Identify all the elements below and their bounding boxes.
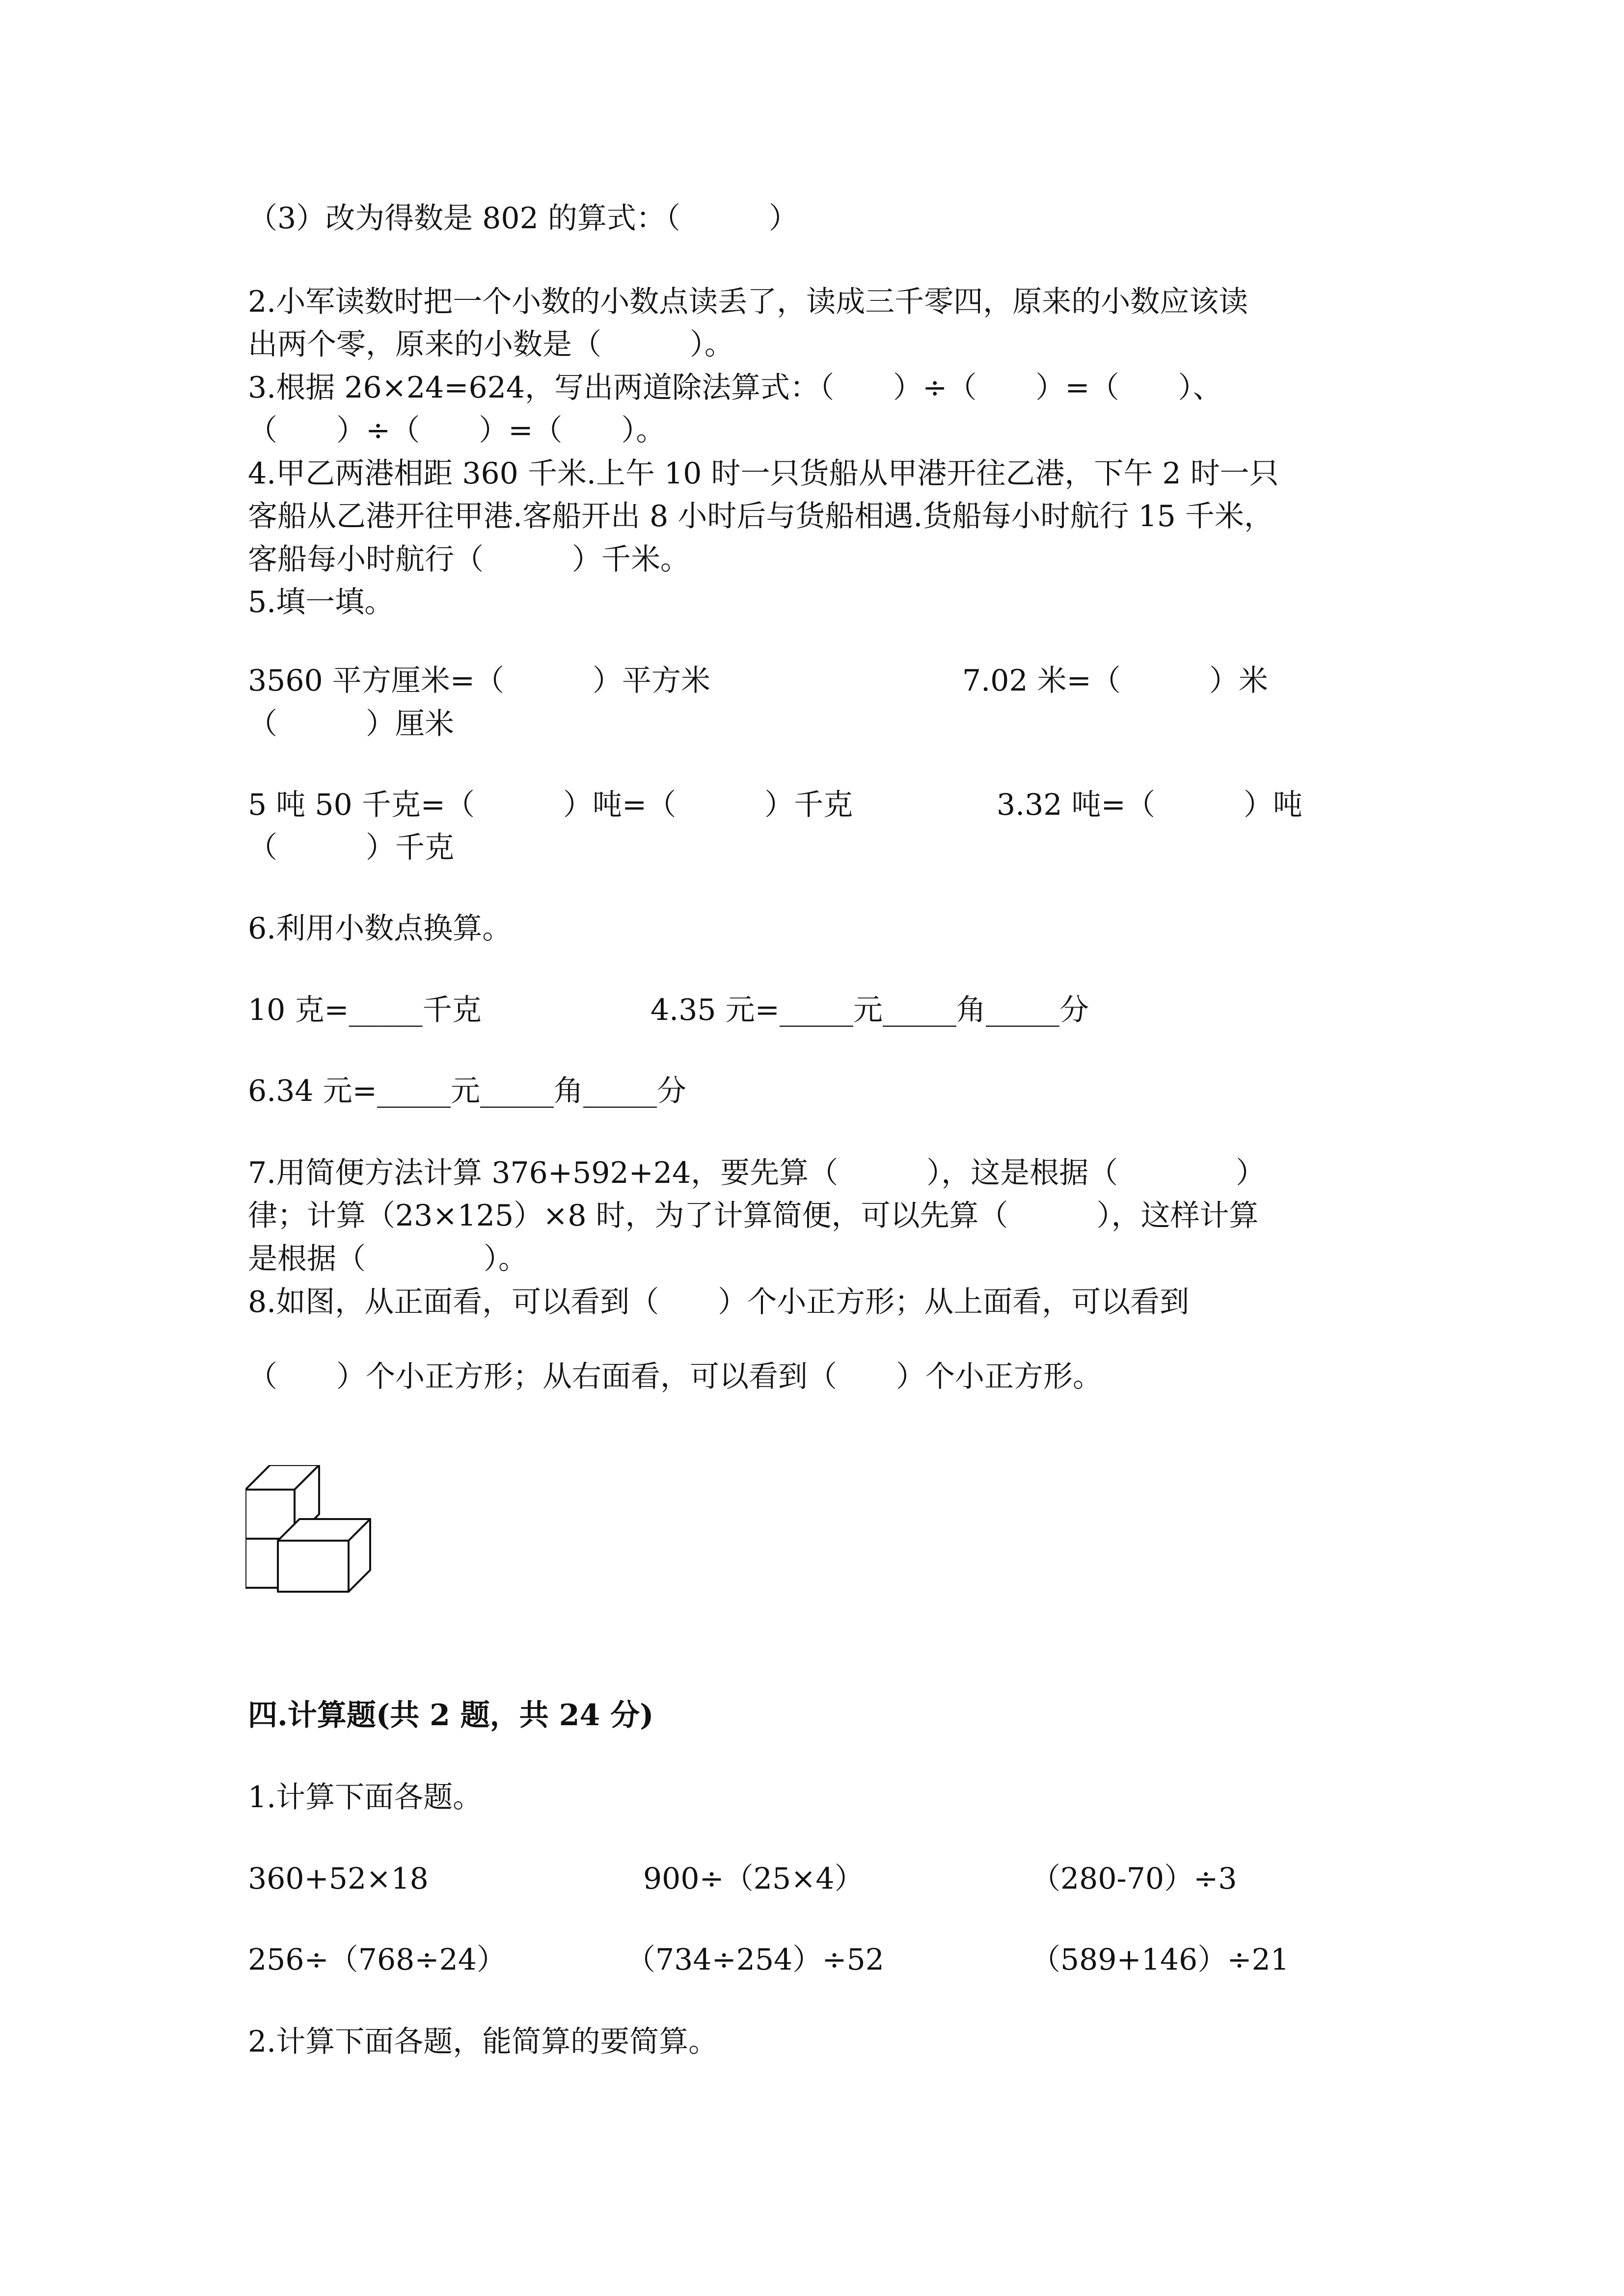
expr-4: 256÷（768÷24） [248, 1943, 506, 1977]
q4-line3: 客船每小时航行（ ）千米。 [248, 542, 690, 577]
q6-title: 6.利用小数点换算。 [248, 911, 512, 946]
q2-line1: 2.小军读数时把一个小数的小数点读丢了，读成三千零四，原来的小数应该读 [248, 285, 1248, 319]
expr-1: 360+52×18 [248, 1862, 429, 1896]
q5-title: 5.填一填。 [248, 585, 394, 619]
q5-b: 7.02 米=（ ）米 [962, 664, 1268, 698]
p4-q1-title: 1.计算下面各题。 [248, 1780, 483, 1815]
q6-c: 6.34 元=_____元_____角_____分 [248, 1074, 686, 1108]
expr-6: （589+146）÷21 [1031, 1943, 1289, 1977]
q3-line1: 3.根据 26×24=624，写出两道除法算式：（ ）÷（ ）=（ ）、 [248, 371, 1222, 405]
expr-2: 900÷（25×4） [643, 1862, 864, 1896]
section-heading: 四.计算题(共 2 题，共 24 分) [248, 1698, 654, 1733]
q4-line1: 4.甲乙两港相距 360 千米.上午 10 时一只货船从甲港开往乙港，下午 2 时一只 [248, 456, 1279, 491]
q8-line1: 8.如图，从正面看，可以看到（ ）个小正方形；从上面看，可以看到 [248, 1285, 1190, 1319]
cube-stack-figure [245, 1465, 378, 1612]
q4-line2: 客船从乙港开往甲港.客船开出 8 小时后与货船相遇.货船每小时航行 15 千米， [248, 499, 1273, 534]
q5-d2: （ ）千克 [248, 830, 454, 865]
p4-q2-title: 2.计算下面各题，能简算的要简算。 [248, 2025, 718, 2059]
q3-line2: （ ）÷（ ）=（ ）。 [248, 413, 666, 448]
q5-c: 5 吨 50 千克=（ ）吨=（ ）千克 [248, 788, 853, 822]
q7-line3: 是根据（ ）。 [248, 1242, 528, 1276]
q5-b2: （ ）厘米 [248, 707, 454, 741]
q6-b: 4.35 元=_____元_____角_____分 [650, 993, 1089, 1027]
q5-d: 3.32 吨=（ ）吨 [997, 788, 1302, 822]
q5-a: 3560 平方厘米=（ ）平方米 [248, 664, 711, 698]
q8-line2: （ ）个小正方形；从右面看，可以看到（ ）个小正方形。 [248, 1360, 1102, 1394]
q7-line1: 7.用简便方法计算 376+592+24，要先算（ ），这是根据（ ） [248, 1156, 1266, 1190]
expr-5: （734÷254）÷52 [626, 1943, 884, 1977]
q7-line2: 律；计算（23×125）×8 时，为了计算简便，可以先算（ ），这样计算 [248, 1199, 1259, 1233]
q2-line2: 出两个零，原来的小数是（ ）。 [248, 327, 734, 362]
expr-3: （280-70）÷3 [1031, 1862, 1237, 1896]
q1-sub3: （3）改为得数是 802 的算式：（ ） [248, 201, 798, 236]
q6-a: 10 克=_____千克 [248, 993, 482, 1027]
